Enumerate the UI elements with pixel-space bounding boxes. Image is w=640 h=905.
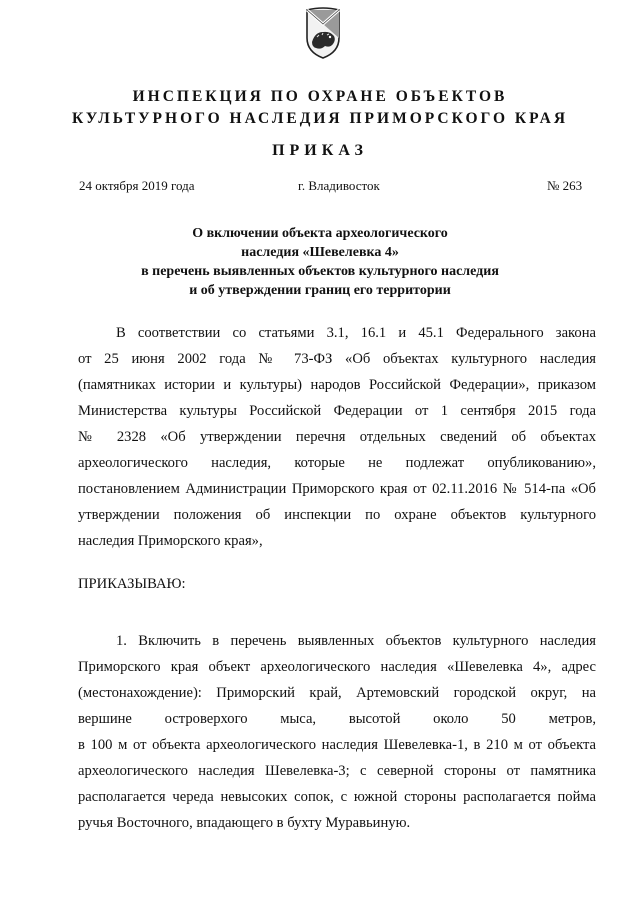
preamble-line: утверждении положения об инспекции по охране объектов культурного — [78, 507, 596, 523]
preamble-line: археологического наследия, которые не подлежат опубликованию», — [78, 455, 596, 471]
subject-line: наследия «Шевелевка 4» — [241, 245, 399, 260]
item-1-line: Приморского края объект археологического наследия «Шевелевка 4», адрес — [78, 659, 596, 675]
item-1-paragraph — [78, 628, 596, 836]
preamble-line: (памятниках истории и культуры) народов Российской Федерации», приказом — [78, 377, 596, 393]
order-number: № 263 — [547, 178, 583, 193]
subject-line: и об утверждении границ его территории — [189, 283, 451, 298]
preamble-line: В соответствии со статьями 3.1, 16.1 и 45.1 Федерального закона — [116, 325, 596, 341]
order-subject — [60, 224, 580, 300]
header-line-2: КУЛЬТУРНОГО НАСЛЕДИЯ ПРИМОРСКОГО КРАЯ — [71, 110, 569, 127]
subject-line: О включении объекта археологического — [192, 226, 448, 241]
order-city: г. Владивосток — [298, 178, 380, 193]
preamble-line: от 25 июня 2002 года № 73-ФЗ «Об объектах культурного наследия — [78, 351, 596, 367]
item-1-line: ручья Восточного, впадающего в бухту Муравьиную. — [78, 815, 411, 831]
order-date: 24 октября 2019 года — [79, 178, 195, 193]
item-1-line: в 100 м от объекта археологического наследия Шевелевка-1, в 210 м от объекта — [78, 737, 596, 753]
preamble-line: Министерства культуры Российской Федерации от 1 сентября 2015 года — [78, 403, 596, 419]
subject-line: в перечень выявленных объектов культурного наследия — [141, 264, 499, 279]
item-1-line: (местонахождение): Приморский край, Артемовский городской округ, на — [78, 685, 596, 701]
coat-of-arms-icon — [303, 4, 343, 60]
item-1-line: 1. Включить в перечень выявленных объектов культурного наследия — [116, 633, 596, 649]
header-line-1: ИНСПЕКЦИЯ ПО ОХРАНЕ ОБЪЕКТОВ — [132, 88, 508, 105]
item-1-line: археологического наследия Шевелевка-3; с северной стороны от памятника — [78, 763, 596, 779]
preamble-paragraph — [78, 320, 596, 554]
preamble-line: наследия Приморского края», — [78, 533, 263, 549]
item-1-line: вершине островерхого мыса, высотой около 50 метров, — [78, 711, 596, 727]
preamble-line: постановлением Администрации Приморского края от 02.11.2016 № 514-па «Об — [78, 481, 596, 497]
item-1-line: располагается череда невысоких сопок, с южной стороны располагается пойма — [78, 789, 596, 805]
order-title: ПРИКАЗ — [272, 142, 368, 159]
order-word: ПРИКАЗЫВАЮ: — [78, 576, 186, 592]
preamble-line: № 2328 «Об утверждении перечня отдельных сведений об объектах — [78, 429, 596, 445]
